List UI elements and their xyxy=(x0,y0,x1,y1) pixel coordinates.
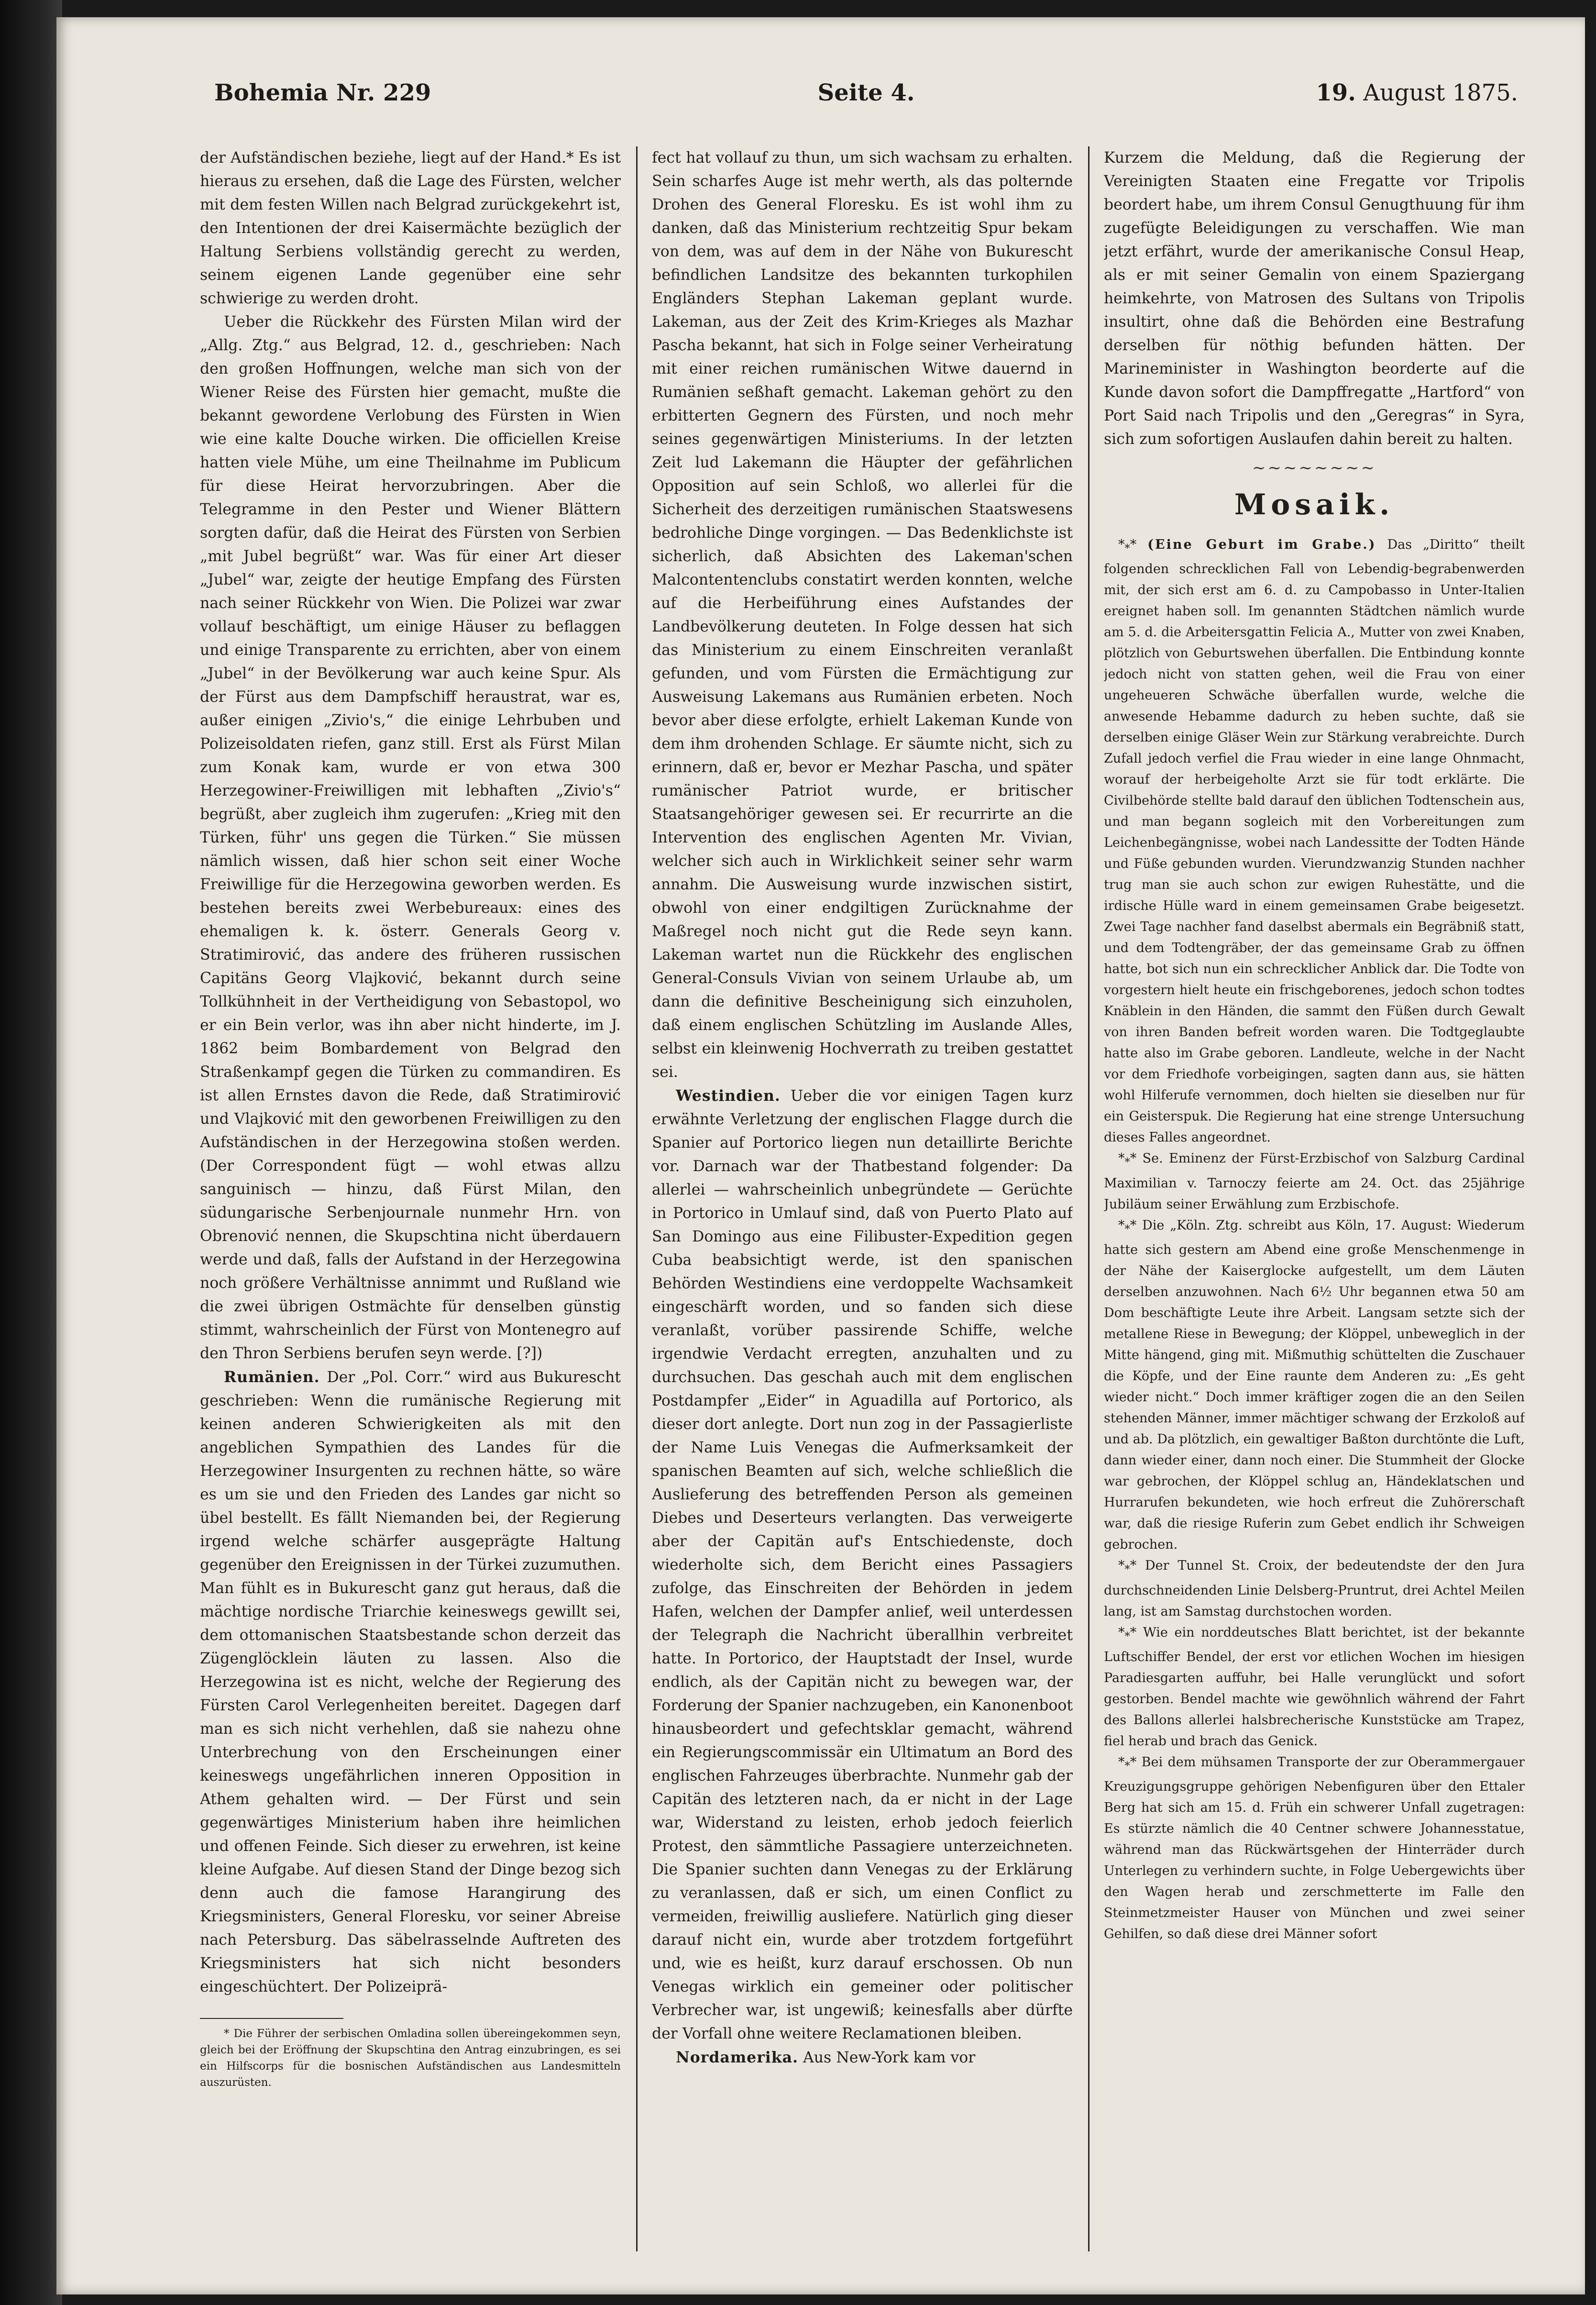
mosaik-item: $*_**$ (Eine Geburt im Grabe.) Das „Diritto“ theilt folgenden schrecklichen Fall von Lebendig-begrabenwerden mit, der sich erst am 6. d. zu Campobasso in Unter-Italien ereignet haben soll. Im genannten Städtchen nämlich wurde am 5. d. die Arbeitersgattin Felicia A., Mutter von zwei Knaben, plötzlich von Geburtswehen überfallen. Die Entbindung konnte jedoch nicht von statten gehen, weil die Frau von einer ungeheueren Schwäche überfallen wurde, welche die anwesende Hebamme dadurch zu heben suchte, daß sie derselben einige Gläser Wein zur Stärkung verabreichte. Durch Zufall jedoch verfiel die Frau wieder in eine lange Ohnmacht, worauf der herbeigeholte Arzt sie für todt erklärte. Die Civilbehörde stellte bald darauf den üblichen Todtenschein aus, und man begann sogleich mit den Vorbereitungen zum Leichenbegängnisse, wobei nach Landessitte der Todten Hände und Füße gebunden wurden. Vierundzwanzig Stunden nachher trug man sie auch schon zur ewigen Ruhestätte, und die irdische Hülle ward in einem gemeinsamen Grabe beigesetzt. Zwei Tage nachher fand daselbst abermals ein Begräbniß statt, und dem Todtengräber, der das gemeinsame Grab zu öffnen hatte, bot sich nun ein schrecklicher Anblick dar. Die Todte von vorgestern hielt heute ein frischgeborenes, jedoch schon todtes Knäblein in den Händen, die sammt den Füßen durch Gewalt von ihren Banden befreit worden waren. Die Todtgeglaubte hatte also im Grabe geboren. Landleute, welche in der Nacht vor dem Friedhofe vorbeigingen, sagten dann aus, sie hätten wohl Hilferufe vernommen, doch hielten sie dieselben nur für ein Geisterspuk. Die Regierung hat eine strenge Untersuchung dieses Falles angeordnet. xyxy=(1104,537,1525,1145)
page-number: Seite 4. xyxy=(817,79,915,106)
newspaper-page xyxy=(56,17,1585,2294)
section-ornament: ~~~~~~~~ xyxy=(1252,458,1376,477)
mosaik-item: $*_**$ Wie ein norddeutsches Blatt berichtet, ist der bekannte Luftschiffer Bendel, der erst vor etlichen Wochen im hiesigen Paradiesgarten auffuhr, bei Halle verunglückt und sofort gestorben. Bendel machte wie gewöhnlich während der Fahrt des Ballons allerlei halsbrecherische Kunststücke am Trapez, fiel herab und brach das Genick. xyxy=(1104,1625,1525,1749)
date-day: 19. xyxy=(1316,79,1356,106)
mosaik-item: $*_**$ Bei dem mühsamen Transporte der zur Oberammergauer Kreuzigungsgruppe gehörigen Nebenfiguren über den Ettaler Berg hat sich am 15. d. Früh ein schwerer Unfall zugetragen: Es stürzte nämlich die 40 Centner schwere Johannesstatue, während man das Rückwärtsgehen der Hinterräder durch Unterlegen zu verhindern suchte, in Folge Uebergewichts über den Wagen herab und zerschmetterte im Falle den Steinmetzmeister Hauser von München und zwei seiner Gehilfen, so daß diese drei Männer sofort xyxy=(1104,1754,1525,1942)
west-indies-heading: Westindien. xyxy=(676,1087,781,1105)
west-indies-text: Ueber die vor einigen Tagen kurz erwähnte Verletzung der englischen Flagge durch die Spanier auf Portorico liegen nun detaillirte Berichte vor. Darnach war der Thatbestand folgender: Da allerlei — wahrscheinlich unbegründete — Gerüchte in Portorico in Umlauf sind, daß von Puerto Plato auf San Domingo aus eine Filibuster-Expedition gegen Cuba beabsichtigt werde, ist den spanischen Behörden Westindiens eine verdoppelte Wachsamkeit eingeschärft worden, und so fanden sich diese veranlaßt, vorüber passirende Schiffe, welche irgendwie Verdacht erregten, anzuhalten und zu durchsuchen. Das geschah auch mit dem englischen Postdampfer „Eider“ in Aguadilla auf Portorico, als dieser dort anlegte. Dort nun zog in der Passagierliste der Name Luis Venegas die Aufmerksamkeit der spanischen Beamten auf sich, welche schließlich die Auslieferung des betreffenden Person als gemeinen Diebes und Deserteurs verlangten. Das verweigerte aber der Capitän auf's Entschiedenste, doch wiederholte sich, dem Bericht eines Passagiers zufolge, das Einschreiten der Behörden in jedem Hafen, welchen der Dampfer anlief, weil unterdessen der Telegraph die Nachricht überallhin verbreitet hatte. In Portorico, der Hauptstadt der Insel, wurde endlich, als der Capitän nicht zu bewegen war, der Forderung der Spanier nachzugeben, ein Kanonenboot hinausbeordert und gefechtsklar gemacht, während ein Regierungscommissär ein Ultimatum an Bord des englischen Fahrzeuges überbrachte. Nunmehr gab der Capitän des letzteren nach, da er nicht in der Lage war, Widerstand zu leisten, erhob jedoch feierlich Protest, den sämmtliche Passagiere unterzeichneten. Die Spanier suchten dann Venegas zu der Erklärung zu veranlassen, daß er sich, um einen Conflict zu vermeiden, freiwillig ausliefere. Natürlich ging dieser darauf nicht ein, wurde aber trotzdem fortgeführt und, wie es heißt, kurz darauf erschossen. Ob nun Venegas wirklich ein gemeiner oder politischer Verbrecher war, ist ungewiß; keinesfalls aber dürfte der Vorfall ohne weitere Reclamationen bleiben. xyxy=(652,1087,1073,2042)
article-columns xyxy=(200,146,1534,2251)
scan-dark-margin xyxy=(0,0,62,2305)
issue-date xyxy=(1316,79,1518,106)
romania-text-continued: fect hat vollauf zu thun, um sich wachsam zu erhalten. Sein scharfes Auge ist mehr werth, als das polternde Drohen des General Floresku. Es ist wohl ihm zu danken, daß das Ministerium rechtzeitig Spur bekam von dem, was auf dem in der Nähe von Bukurescht befindlichen Landsitze des bekannten turkophilen Engländers Stephan Lakeman geplant wurde. Lakeman, aus der Zeit des Krim-Krieges als Mazhar Pascha bekannt, hat sich in Folge seiner Verheiratung mit einer reichen rumänischen Witwe dauernd in Rumänien seßhaft gemacht. Lakeman gehört zu den erbitterten Gegnern des Fürsten, und noch mehr seines gegenwärtigen Ministeriums. In der letzten Zeit lud Lakemann die Häupter der gefährlichen Opposition auf sein Schloß, wo allerlei für die Sicherheit des derzeitigen rumänischen Staatswesens bedrohliche Dinge vorgingen. — Das Bedenklichste ist sicherlich, daß Absichten des Lakeman'schen Malcontentenclubs constatirt werden konnten, welche auf die Herbeiführung eines Aufstandes der Landbevölkerung deuteten. In Folge dessen hat sich das Ministerium zu einem Einschreiten veranlaßt gefunden, und vom Fürsten die Ermächtigung zur Ausweisung Lakemans aus Rumänien erbeten. Noch bevor aber diese erfolgte, erhielt Lakeman Kunde von dem ihm drohenden Schlage. Er säumte nicht, sich zu erinnern, daß er, bevor er Mezhar Pascha, und später rumänischer Patriot wurde, er britischer Staatsangehöriger gewesen sei. Er recurrirte an die Intervention des englischen Agenten Mr. Vivian, welcher sich auch in Wirklichkeit seiner sehr warm annahm. Die Ausweisung wurde inzwischen sistirt, obwohl von einer endgiltigen Zurücknahme der Maßregel noch nicht gut die Rede seyn kann. Lakeman wartet nun die Rückkehr des englischen General-Consuls Vivian von seinem Urlaube ab, um dann die definitive Bescheinigung sich einzuholen, daß einem englischen Schützling im Auslande Alles, selbst ein kleinwenig Hochverrath zu treiben gestattet sei. xyxy=(652,149,1073,1081)
north-america-text: Aus New-York kam vor xyxy=(803,2049,976,2066)
mosaik-item-title: (Eine Geburt im Grabe.) xyxy=(1147,537,1376,552)
mosaik-item-text: Die „Köln. Ztg. schreibt aus Köln, 17. August: Wiederum hatte sich gestern am Abend eine große Menschenmenge in der Nähe der Kaiserglocke aufgestellt, um dem Läuten derselben anzuwohnen. Nach 6½ Uhr begannen etwa 50 am Dom beschäftigte Leute ihre Arbeit. Langsam setzte sich der metallene Riese in Bewegung; der Klöppel, unbeweglich in der Mitte hängend, ging mit. Mißmuthig schüttelten die Zuschauer die Köpfe, und der Eine raunte dem Anderen zu: „Es geht wieder nicht.“ Doch immer kräftiger zogen die an den Seilen stehenden Männer, immer mächtiger schwang der Erzkoloß auf und ab. Da plötzlich, ein gewaltiger Baßton durchtönte die Luft, dann wieder einer, dann noch einer. Die Stummheit der Glocke war gebrochen, der Klöppel schlug an, Händeklatschen und Hurrarufen bekundeten, wie hoch erfreut die Zuhörerschaft war, daß die riesige Ruferin zum Gebet endlich ihr Schweigen gebrochen. xyxy=(1104,1218,1525,1552)
north-america-heading: Nordamerika. xyxy=(676,2049,798,2066)
romania-text: Der „Pol. Corr.“ wird aus Bukurescht geschrieben: Wenn die rumänische Regierung mit keinen anderen Schwierigkeiten als mit den angeblichen Sympathien des Landes für die Herzegowiner Insurgenten zu rechnen hätte, so wäre es um sie und den Frieden des Landes gar nicht so übel bestellt. Es fällt Niemanden bei, der Regierung irgend welche schärfer ausgeprägte Haltung gegenüber den Ereignissen in der Türkei zuzumuthen. Man fühlt es in Bukurescht ganz gut heraus, daß die mächtige nordische Triarchie keineswegs gewillt sei, dem ottomanischen Staatsbestande schon derzeit das Zügenglöcklein läuten zu lassen. Also die Herzegowina ist es nicht, welche der Regierung des Fürsten Carol Verlegenheiten bereitet. Dagegen darf man es sich nicht verhehlen, daß sie nahezu ohne Unterbrechung von den Erscheinungen einer keineswegs ungefährlichen inneren Opposition in Athem gehalten wird. — Der Fürst und sein gegenwärtiges Ministerium haben ihre heimlichen und offenen Feinde. Sich dieser zu erwehren, ist keine kleine Aufgabe. Auf diesen Stand der Dinge bezog sich denn auch die famose Harangirung des Kriegsministers, General Floresku, vor seiner Abreise nach Petersburg. Das säbelrasselnde Auftreten des Kriegsministers hat sich nicht besonders eingeschüchtert. Der Polizeiprä- xyxy=(200,1369,621,1995)
column-3 xyxy=(1104,146,1525,2251)
section-title: Mosaik. xyxy=(1234,488,1395,521)
page-header xyxy=(214,79,1518,122)
north-america-text-continued: Kurzem die Meldung, daß die Regierung der Vereinigten Staaten eine Fregatte vor Tripolis beordert habe, um ihrem Consul Genugthuung für ihm zugefügte Beleidigungen zu verschaffen. Wie man jetzt erfährt, wurde der amerikanische Consul Heap, als er mit seiner Gemalin von einem Spaziergang heimkehrte, von Matrosen des Sultans von Tripolis insultirt, ohne daß die Behörden eine Bestrafung derselben für nöthig befunden hätten. Der Marineminister in Washington beorderte auf die Kunde davon sofort die Dampffregatte „Hartford“ von Port Said nach Tripolis und den „Geregras“ in Syra, sich zum sofortigen Auslaufen dahin bereit zu halten. xyxy=(1104,149,1525,448)
serbia-text-continued: der Aufständischen beziehe, liegt auf der Hand.* Es ist hieraus zu ersehen, daß die Lage des Fürsten, welcher mit dem festen Willen nach Belgrad zurückgekehrt ist, den Intentionen der drei Kaisermächte bezüglich der Haltung Serbiens vollständig gerecht zu werden, seinem eigenen Lande gegenüber eine sehr schwierige zu werden droht. xyxy=(200,149,621,307)
column-divider xyxy=(636,146,638,2251)
mosaik-item-text: Der Tunnel St. Croix, der bedeutendste der den Jura durchschneidenden Linie Delsberg-Pruntrut, drei Achtel Meilen lang, ist am Samstag durchstochen worden. xyxy=(1104,1558,1525,1619)
mosaik-item-text: Se. Eminenz der Fürst-Erzbischof von Salzburg Cardinal Maximilian v. Tarnoczy feierte am 24. Oct. das 25jährige Jubiläum seiner Erwählung zum Erzbischofe. xyxy=(1104,1151,1525,1212)
milan-return-article: Ueber die Rückkehr des Fürsten Milan wird der „Allg. Ztg.“ aus Belgrad, 12. d., geschrieben: Nach den großen Hoffnungen, welche man sich von der Wiener Reise des Fürsten hier gemacht, mußte die bekannt gewordene Verlobung des Fürsten in Wien wie eine kalte Douche wirken. Die officiellen Kreise hatten viele Mühe, um eine Theilnahme im Publicum für diese Heirat hervorzubringen. Aber die Telegramme in den Pester und Wiener Blättern sorgten dafür, daß die Heirat des Fürsten von Serbien „mit Jubel begrüßt“ war. Was für einer Art dieser „Jubel“ war, zeigte der heutige Empfang des Fürsten nach seiner Rückkehr von Wien. Die Polizei war zwar vollauf beschäftigt, um einige Häuser zu beflaggen und einige Transparente zu errichten, aber von einem „Jubel“ in der Bevölkerung war auch keine Spur. Als der Fürst aus dem Dampfschiff heraustrat, war es, außer einigen „Zivio's,“ die einige Lehrbuben und Polizeisoldaten riefen, ganz still. Erst als Fürst Milan zum Konak kam, wurde er von etwa 300 Herzegowiner-Freiwilligen mit lebhaften „Zivio's“ begrüßt, aber zugleich ihm zugerufen: „Krieg mit den Türken, führ' uns gegen die Türken.“ Sie müssen nämlich wissen, daß hier schon seit einer Woche Freiwillige für die Herzegowina geworben werden. Es bestehen bereits zwei Werbebureaux: eines des ehemaligen k. k. österr. Generals Georg v. Stratimirović, das andere des früheren russischen Capitäns Georg Vlajković, bekannt durch seine Tollkühnheit in der Vertheidigung von Sebastopol, wo er ein Bein verlor, was ihn aber nicht hinderte, im J. 1862 beim Bombardement von Belgrad den Straßenkampf gegen die Türken zu commandiren. Es ist allen Ernstes davon die Rede, daß Stratimirović und Vlajković mit den geworbenen Freiwilligen zu den Aufständischen in der Herzegowina stoßen werden. (Der Correspondent fügt — wohl etwas allzu sanguinisch — hinzu, daß Fürst Milan, den südungarische Serbenjournale nunmehr Hrn. von Obrenović nennen, die Skupschtina nicht überdauern werde und daß, falls der Aufstand in der Herzegowina noch größere Verhältnisse annimmt und Rußland wie die zwei übrigen Ostmächte für denselben günstig stimmt, wahrscheinlich der Fürst von Montenegro auf den Thron Serbiens berufen seyn werde. [?]) xyxy=(200,313,621,1362)
footnote: * Die Führer der serbischen Omladina sollen übereingekommen seyn, gleich bei der Eröffnung der Skupschtina den Antrag einzubringen, es sei ein Hilfscorps für die bosnischen Aufständischen aus Landesmitteln auszurüsten. xyxy=(200,2028,621,2089)
mosaik-item: $*_**$ Der Tunnel St. Croix, der bedeutendste der den Jura durchschneidenden Linie Delsberg-Pruntrut, drei Achtel Meilen lang, ist am Samstag durchstochen worden. xyxy=(1104,1558,1525,1619)
footnote-divider xyxy=(200,2018,343,2019)
column-1 xyxy=(200,146,621,2251)
column-2 xyxy=(652,146,1073,2251)
mosaik-item-text: Das „Diritto“ theilt folgenden schrecklichen Fall von Lebendig-begrabenwerden mit, der sich erst am 6. d. zu Campobasso in Unter-Italien ereignet haben soll. Im genannten Städtchen nämlich wurde am 5. d. die Arbeitersgattin Felicia A., Mutter von zwei Knaben, plötzlich von Geburtswehen überfallen. Die Entbindung konnte jedoch nicht von statten gehen, weil die Frau von einer ungeheueren Schwäche überfallen wurde, welche die anwesende Hebamme dadurch zu heben suchte, daß sie derselben einige Gläser Wein zur Stärkung verabreichte. Durch Zufall jedoch verfiel die Frau wieder in eine lange Ohnmacht, worauf der herbeigeholte Arzt sie für todt erklärte. Die Civilbehörde stellte bald darauf den üblichen Todtenschein aus, und man begann sogleich mit den Vorbereitungen zum Leichenbegängnisse, wobei nach Landessitte der Todten Hände und Füße gebunden wurden. Vierundzwanzig Stunden nachher trug man sie auch schon zur ewigen Ruhestätte, und die irdische Hülle ward in einem gemeinsamen Grabe beigesetzt. Zwei Tage nachher fand daselbst abermals ein Begräbniß statt, und dem Todtengräber, der das gemeinsame Grab zu öffnen hatte, bot sich nun ein schrecklicher Anblick dar. Die Todte von vorgestern hielt heute ein frischgeborenes, jedoch schon todtes Knäblein in den Händen, die sammt den Füßen durch Gewalt von ihren Banden befreit worden waren. Die Todtgeglaubte hatte also im Grabe geboren. Landleute, welche in der Nacht vor dem Friedhofe vorbeigingen, sagten dann aus, sie hätten wohl Hilferufe vernommen, doch hielten sie dieselben nur für ein Geisterspuk. Die Regierung hat eine strenge Untersuchung dieses Falles angeordnet. xyxy=(1104,537,1525,1145)
mosaik-item: $*_**$ Se. Eminenz der Fürst-Erzbischof von Salzburg Cardinal Maximilian v. Tarnoczy feierte am 24. Oct. das 25jährige Jubiläum seiner Erwählung zum Erzbischofe. xyxy=(1104,1151,1525,1212)
mosaik-item-text: Bei dem mühsamen Transporte der zur Oberammergauer Kreuzigungsgruppe gehörigen Nebenfiguren über den Ettaler Berg hat sich am 15. d. Früh ein schwerer Unfall zugetragen: Es stürzte nämlich die 40 Centner schwere Johannesstatue, während man das Rückwärtsgehen der Hinterräder durch Unterlegen zu verhindern suchte, in Folge Uebergewichts über den Wagen herab und zerschmetterte im Falle den Steinmetzmeister Hauser von München und zwei seiner Gehilfen, so daß diese drei Männer sofort xyxy=(1104,1754,1525,1942)
paper-issue: Bohemia Nr. 229 xyxy=(214,79,431,106)
mosaik-item-text: Wie ein norddeutsches Blatt berichtet, ist der bekannte Luftschiffer Bendel, der erst vor etlichen Wochen im hiesigen Paradiesgarten auffuhr, bei Halle verunglückt und sofort gestorben. Bendel machte wie gewöhnlich während der Fahrt des Ballons allerlei halsbrecherische Kunststücke am Trapez, fiel herab und brach das Genick. xyxy=(1104,1625,1525,1749)
romania-article xyxy=(200,1365,621,1999)
north-america-article xyxy=(652,2046,1073,2070)
west-indies-article xyxy=(652,1084,1073,2046)
mosaik-item: $*_**$ Die „Köln. Ztg. schreibt aus Köln, 17. August: Wiederum hatte sich gestern am Abend eine große Menschenmenge in der Nähe der Kaiserglocke aufgestellt, um dem Läuten derselben anzuwohnen. Nach 6½ Uhr begannen etwa 50 am Dom beschäftigte Leute ihre Arbeit. Langsam setzte sich der metallene Riese in Bewegung; der Klöppel, unbeweglich in der Mitte hängend, ging mit. Mißmuthig schüttelten die Zuschauer die Köpfe, und der Eine raunte dem Anderen zu: „Es geht wieder nicht.“ Doch immer kräftiger zogen die an den Seilen stehenden Männer, immer mächtiger schwang der Erzkoloß auf und ab. Da plötzlich, ein gewaltiger Baßton durchtönte die Luft, dann wieder einer, dann noch einer. Die Stummheit der Glocke war gebrochen, der Klöppel schlug an, Händeklatschen und Hurrarufen bekundeten, wie hoch erfreut die Zuhörerschaft war, daß die riesige Ruferin zum Gebet endlich ihr Schweigen gebrochen. xyxy=(1104,1218,1525,1552)
romania-heading: Rumänien. xyxy=(224,1368,320,1386)
date-month-year: August 1875. xyxy=(1363,79,1518,106)
column-divider xyxy=(1088,146,1090,2251)
